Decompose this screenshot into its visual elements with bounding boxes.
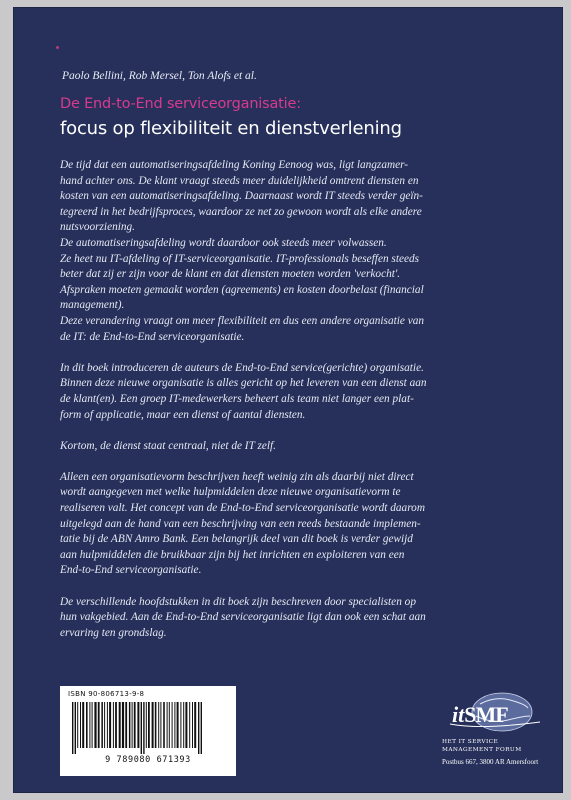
barcode-bar — [183, 702, 184, 748]
tagline-line-2: MANAGEMENT FORUM — [442, 747, 522, 753]
barcode-bar — [158, 702, 159, 748]
barcode-bar — [137, 702, 139, 748]
barcode-bar — [125, 702, 127, 748]
blurb-line: wordt aangegeven met welke hulpmiddelen deze nieuwe organisatievorm te — [60, 486, 401, 499]
tagline-line-1: HET IT SERVICE — [442, 739, 499, 745]
barcode-bar — [94, 702, 96, 748]
barcode-bar — [132, 702, 133, 748]
barcode-bar — [146, 702, 147, 748]
barcode-bar — [89, 702, 90, 748]
blurb-line: form of applicatie, maar een dienst of aantal diensten. — [60, 408, 306, 421]
blurb-line: De tijd dat een automatiseringsafdeling Koning Eenoog was, ligt langzamer- — [60, 159, 409, 171]
blurb-line: In dit boek introduceren de auteurs de End-to-End service(gerichte) organisatie. — [60, 361, 424, 374]
barcode-bar — [72, 702, 73, 754]
barcode-bar — [80, 702, 81, 748]
blurb-line: Binnen deze nieuwe organisatie is alles gericht op het leveren van een dienst aan — [60, 377, 427, 390]
barcode-bar — [119, 702, 121, 748]
blurb-line: beter dat zij er zijn voor de klant en dat diensten moeten worden 'verkocht'. — [60, 268, 401, 281]
barcode-bar — [92, 702, 93, 748]
barcode-bar — [104, 702, 105, 748]
publisher-address: Postbus 667, 3800 AR Amersfoort — [442, 758, 539, 766]
barcode-bar — [189, 702, 190, 748]
authors: Paolo Bellini, Rob Mersel, Ton Alofs et al. — [62, 70, 257, 82]
barcode-bar — [177, 702, 179, 748]
barcode-bar — [194, 702, 196, 748]
barcode-bar — [129, 702, 131, 748]
barcode-bar — [172, 702, 173, 748]
barcode-bar — [115, 702, 117, 748]
barcode-bar — [152, 702, 154, 748]
blurb-line: De verschillende hoofdstukken in dit boek zijn beschreven door specialisten op — [60, 595, 416, 608]
barcode-bar — [192, 702, 193, 748]
barcode-bar — [75, 702, 76, 754]
title-line-2: focus op flexibiliteit en dienstverlening — [60, 118, 402, 139]
logo-tagline — [442, 738, 550, 754]
barcode-bar — [109, 702, 111, 748]
barcode-bar — [122, 702, 124, 748]
blurb-line: hun vakgebied. Aan de End-to-End serviceorganisatie ligt dan ook een schat aan — [60, 611, 426, 624]
blurb-line: management). — [60, 299, 125, 312]
barcode-bar — [141, 702, 142, 754]
barcode-bar — [160, 702, 161, 748]
publisher-logo — [440, 690, 550, 774]
blurb-line: Ze heet nu IT-afdeling of IT-serviceorganisatie. IT-professionals beseffen steeds — [60, 252, 420, 265]
blurb-line: De automatiseringsafdeling wordt daardoor ook steeds meer volwassen. — [60, 236, 387, 249]
barcode-bar — [143, 702, 144, 754]
barcode-bar — [163, 702, 165, 748]
barcode-bar — [180, 702, 181, 748]
blurb-line: Kortom, de dienst staat centraal, niet de IT zelf. — [60, 439, 276, 452]
blurb-line: hand achter ons. De klant vraagt steeds meer duidelijkheid omtrent diensten en — [60, 174, 419, 187]
logo-smf: SMF — [464, 702, 508, 727]
blurb-line: kosten van een automatiseringsafdeling. Daarnaast wordt IT steeds verder geïn- — [60, 190, 423, 203]
blurb-line: de IT: de End-to-End serviceorganisatie. — [60, 330, 245, 343]
barcode-bar — [174, 702, 175, 748]
logo-it: it — [452, 702, 465, 727]
blurb-line: End-to-End serviceorganisatie. — [60, 564, 202, 577]
blurb-line: Alleen een organisatievorm beschrijven heeft weinig zin als daarbij niet direct — [60, 470, 414, 483]
blurb-line: realiseren valt. Het concept van de End-to-End serviceorganisatie wordt daarom — [60, 502, 425, 515]
barcode-bar — [167, 702, 168, 748]
barcode-bar — [107, 702, 108, 748]
blurb-line: Afspraken moeten gemaakt worden (agreements) en kosten doorbelast (financial — [60, 283, 424, 296]
barcode-bar — [198, 702, 199, 754]
blurb-text — [60, 158, 528, 641]
blurb-line: nutsvoorziening. — [60, 221, 135, 234]
blurb-line: Deze verandering vraagt om meer flexibiliteit en dus een andere organisatie van — [60, 314, 425, 327]
barcode-label — [60, 686, 236, 776]
barcode-bar — [101, 702, 103, 748]
barcode-bar — [77, 702, 78, 748]
blurb-line: uitgelegd aan de hand van een beschrijving van een reeds bestaande implemen- — [60, 517, 421, 530]
barcode-bar — [86, 702, 88, 748]
barcode-bar — [148, 702, 150, 748]
blurb-line: ervaring ten grondslag. — [60, 626, 167, 639]
ean-number: 9 789080 671393 — [105, 755, 191, 765]
barcode-bar — [134, 702, 136, 748]
blurb-line: de klant(en). Een groep IT-medewerkers beheert als team niet langer een plat- — [60, 392, 414, 405]
barcode-bar — [82, 702, 84, 748]
barcode-bar — [155, 702, 157, 748]
blurb-line: tatie bij de ABN Amro Bank. Een belangrijk deel van dit boek is verder gewijd — [60, 533, 413, 546]
logo-wordmark — [452, 702, 508, 728]
barcode-icon — [66, 702, 230, 756]
barcode-bar — [201, 702, 202, 754]
decorative-dot — [56, 46, 59, 49]
barcode-bar — [113, 702, 114, 748]
barcode-bar — [185, 702, 187, 748]
title-line-1: De End-to-End serviceorganisatie: — [60, 96, 301, 112]
isbn-text: ISBN 90-806713-9-8 — [68, 690, 145, 698]
barcode-bar — [98, 702, 100, 748]
blurb-line: aan hulpmiddelen die bruikbaar zijn bij het inrichten en exploiteren van een — [60, 548, 405, 561]
barcode-bar — [169, 702, 170, 748]
blurb-line: tegreerd in het bedrijfsproces, waardoor ze net zo gewoon wordt als elke andere — [60, 205, 422, 218]
